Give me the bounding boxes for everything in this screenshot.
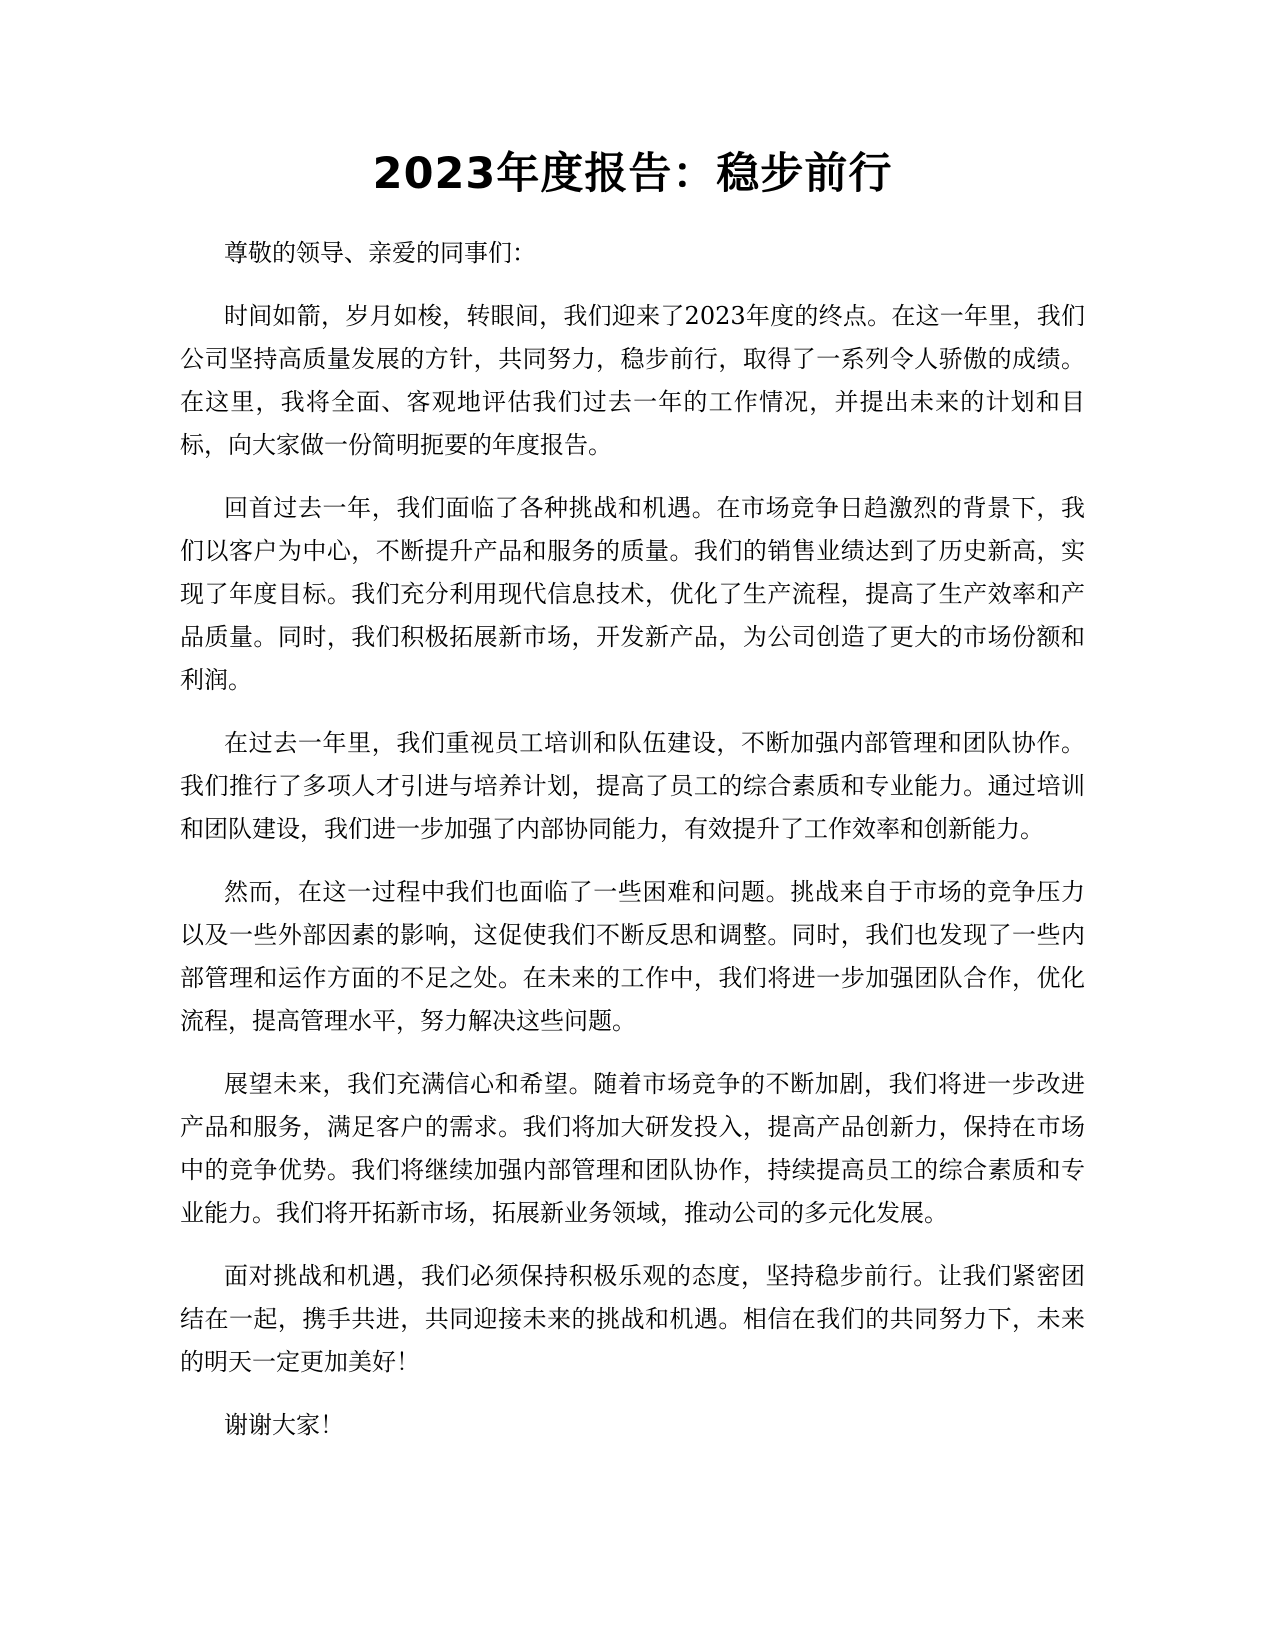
document-page [180,146,1085,1467]
body-paragraph-training: 在过去一年里，我们重视员工培训和队伍建设，不断加强内部管理和团队协作。我们推行了多项人才引进与培养计划，提高了员工的综合素质和专业能力。通过培训和团队建设，我们进一步加强了内部协同能力，有效提升了工作效率和创新能力。 [180,729,1085,843]
greeting-paragraph: 尊敬的领导、亲爱的同事们： [224,239,536,267]
body-paragraph-outlook: 展望未来，我们充满信心和希望。随着市场竞争的不断加剧，我们将进一步改进产品和服务，满足客户的需求。我们将加大研发投入，提高产品创新力，保持在市场中的竞争优势。我们将继续加强内部管理和团队协作，持续提高员工的综合素质和专业能力。我们将开拓新市场，拓展新业务领域，推动公司的多元化发展。 [180,1070,1085,1227]
document-title: 2023年度报告：稳步前行 [372,149,893,199]
body-paragraph-closing: 面对挑战和机遇，我们必须保持积极乐观的态度，坚持稳步前行。让我们紧密团结在一起，携手共进，共同迎接未来的挑战和机遇。相信在我们的共同努力下，未来的明天一定更加美好！ [180,1262,1085,1376]
thanks-paragraph: 谢谢大家！ [224,1411,344,1439]
body-paragraph-intro: 时间如箭，岁月如梭，转眼间，我们迎来了2023年度的终点。在这一年里，我们公司坚持高质量发展的方针，共同努力，稳步前行，取得了一系列令人骄傲的成绩。在这里，我将全面、客观地评估我们过去一年的工作情况，并提出未来的计划和目标，向大家做一份简明扼要的年度报告。 [180,302,1085,459]
body-paragraph-review: 回首过去一年，我们面临了各种挑战和机遇。在市场竞争日趋激烈的背景下，我们以客户为中心，不断提升产品和服务的质量。我们的销售业绩达到了历史新高，实现了年度目标。我们充分利用现代信息技术，优化了生产流程，提高了生产效率和产品质量。同时，我们积极拓展新市场，开发新产品，为公司创造了更大的市场份额和利润。 [180,494,1085,694]
body-paragraph-challenges: 然而，在这一过程中我们也面临了一些困难和问题。挑战来自于市场的竞争压力以及一些外部因素的影响，这促使我们不断反思和调整。同时，我们也发现了一些内部管理和运作方面的不足之处。在未来的工作中，我们将进一步加强团队合作，优化流程，提高管理水平，努力解决这些问题。 [180,878,1085,1035]
